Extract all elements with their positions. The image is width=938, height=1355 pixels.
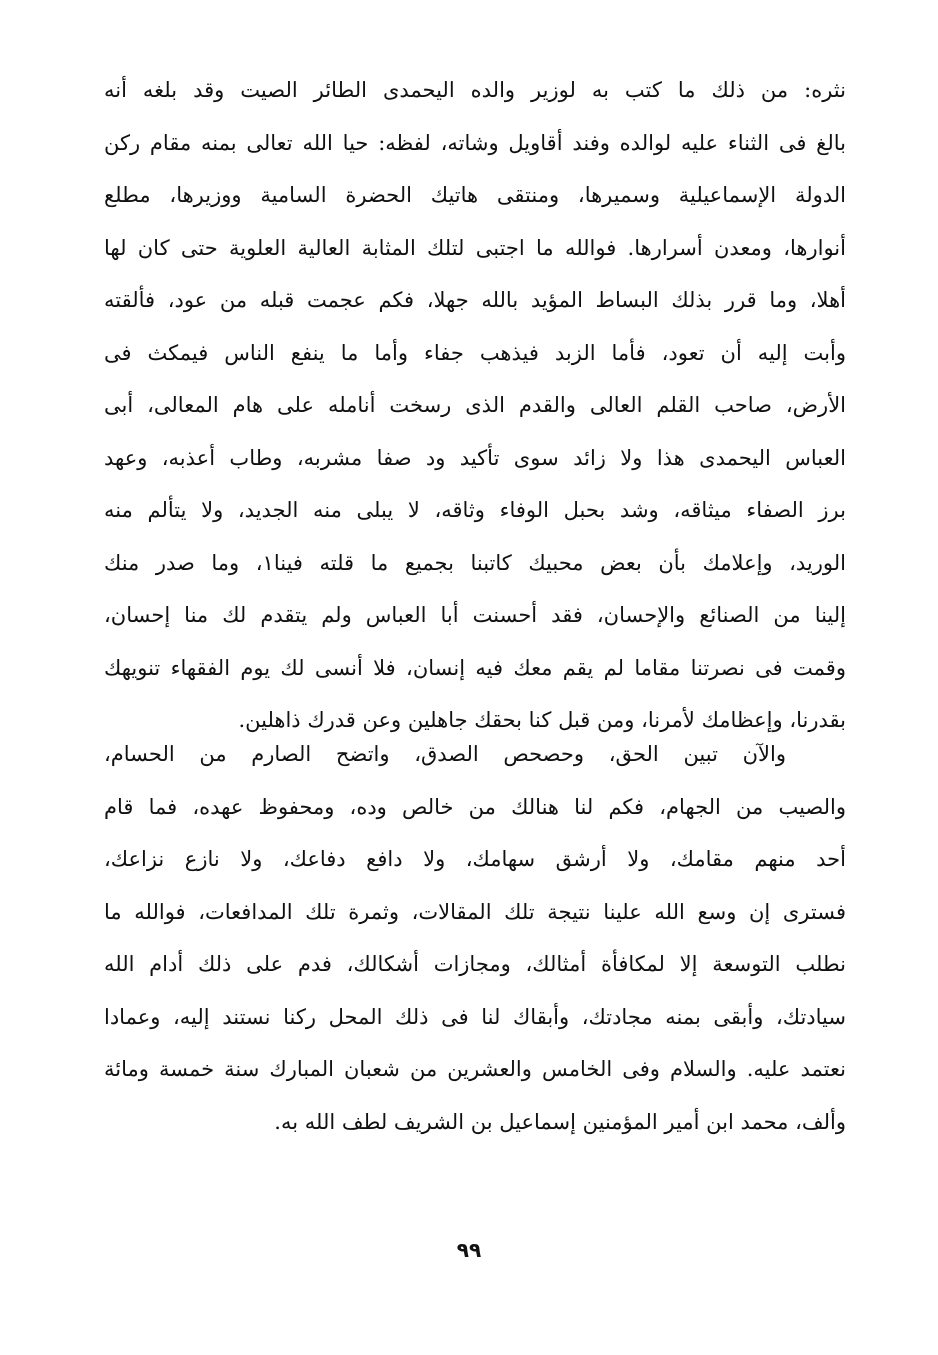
text-line: نثره: من ذلك ما كتب به لوزير والده اليحمدى الطائر الصيت وقد بلغه أنه (104, 78, 846, 102)
text-line: وقمت فى نصرتنا مقاما لم يقم معك فيه إنسان، فلا أنسى لك يوم الفقهاء تنويهك (104, 655, 846, 680)
text-line: برز الصفاء ميثاقه، وشد بحبل الوفاء وثاقه، لا يبلى منه الجديد، ولا يتألم منه (104, 498, 846, 522)
text-line: أهلا، وما قرر بذلك البساط المؤيد بالله جهلا، فكم عجمت قبله من عود، فألقته (104, 288, 846, 312)
text-line: نعتمد عليه. والسلام وفى الخامس والعشرين من شعبان المبارك سنة خمسة ومائة (104, 1057, 846, 1081)
text-line: الوريد، وإعلامك بأن بعض محبيك كاتبنا بجميع ما قلته فينا١، وما صدر منك (104, 550, 846, 575)
paragraph-2 (104, 728, 846, 1148)
text-line: الدولة الإسماعيلية وسميرها، ومنتقى هاتيك الحضرة السامية ووزيرها، مطلع (104, 183, 846, 207)
text-line: أحد منهم مقامك، ولا أرشق سهامك، ولا دافع دفاعك، ولا نازع نزاعك، (104, 847, 846, 871)
text-line: وألف، محمد ابن أمير المؤمنين إسماعيل بن الشريف لطف الله به. (274, 1109, 846, 1134)
text-line: بالغ فى الثناء عليه لوالده وفند أقاويل وشاته، لفظه: حيا الله تعالى بمنه مقام ركن (104, 130, 846, 155)
text-line: أنوارها، ومعدن أسرارها. فوالله ما اجتبى لتلك المثابة العالية العلوية حتى كان لها (104, 235, 846, 260)
page-number: ٩٩ (456, 1238, 482, 1262)
text-line: والآن تبين الحق، وحصحص الصدق، واتضح الصارم من الحسام، (104, 742, 786, 766)
text-line: الأرض، صاحب القلم العالى والقدم الذى رسخت أنامله على هام المعالى، أبى (104, 393, 846, 417)
text-line: إلينا من الصنائع والإحسان، فقد أحسنت أبا العباس ولم يتقدم لك منا إحسان، (104, 603, 846, 627)
text-line: فسترى إن وسع الله علينا نتيجة تلك المقالات، وثمرة تلك المدافعات، فوالله ما (104, 899, 846, 924)
text-line: والصيب من الجهام، فكم لنا هنالك من خالص وده، ومحفوظ عهده، فما قام (104, 794, 846, 819)
text-line: وأبت إليه أن تعود، فأما الزبد فيذهب جفاء وأما ما ينفع الناس فيمكث فى (104, 340, 846, 365)
text-line: نطلب التوسعة إلا لمكافأة أمثالك، ومجازات أشكالك، فدم على ذلك أدام الله (104, 952, 846, 976)
text-line: بقدرنا، وإعظامك لأمرنا، ومن قبل كنا بحقك جاهلين وعن قدرك ذاهلين. (238, 708, 846, 732)
text-line: سيادتك، وأبقى بمنه مجادتك، وأبقاك لنا فى ذلك المحل ركنا نستند إليه، وعمادا (104, 1004, 846, 1029)
paragraph-1 (104, 64, 846, 747)
text-line: العباس اليحمدى هذا ولا زائد سوى تأكيد ود صفا مشربه، وطاب أعذبه، وعهد (104, 445, 846, 470)
